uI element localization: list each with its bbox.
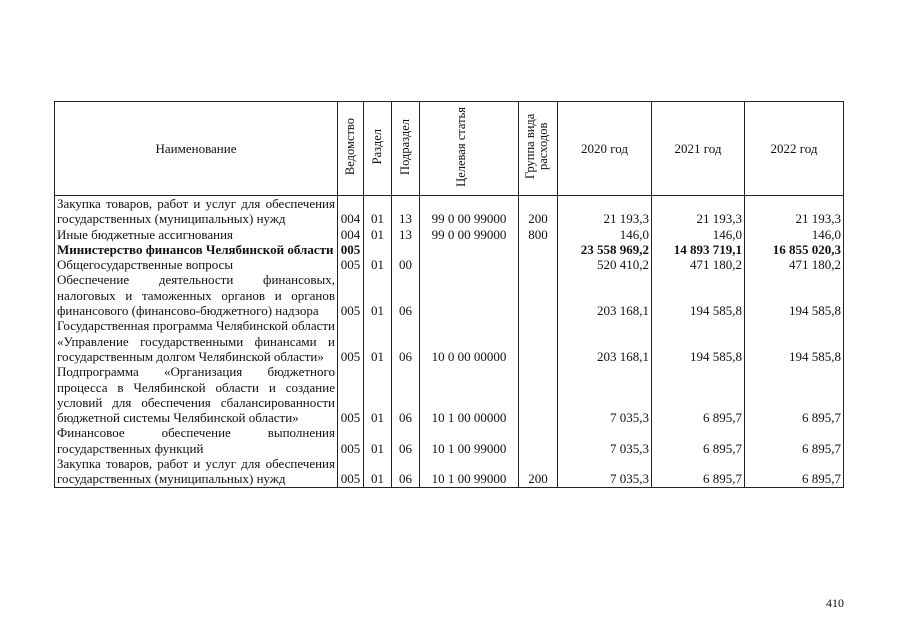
row-vedomstvo: 005 <box>338 364 364 425</box>
header-vedomstvo-text: Ведомство <box>343 117 357 176</box>
row-name: Закупка товаров, работ и услуг для обеспечения государственных (муниципальных) нужд <box>55 196 338 227</box>
header-2021 <box>652 102 745 196</box>
header-2020 <box>558 102 652 196</box>
row-value-2021: 21 193,3 <box>652 196 745 227</box>
table-row <box>55 425 844 456</box>
row-podrazdel: 06 <box>392 425 420 456</box>
table-row <box>55 456 844 487</box>
page-number: 410 <box>826 596 844 610</box>
header-gruppa-text: Группа вида расходов <box>523 113 550 180</box>
row-value-2020: 21 193,3 <box>558 196 652 227</box>
row-gruppa: 200 <box>519 196 558 227</box>
table-row <box>55 196 844 227</box>
row-value-2020: 7 035,3 <box>558 425 652 456</box>
row-value-2021: 194 585,8 <box>652 318 745 364</box>
row-celevaya-statya: 99 0 00 99000 <box>420 227 519 242</box>
row-value-2021: 6 895,7 <box>652 364 745 425</box>
row-value-2021: 471 180,2 <box>652 257 745 272</box>
table-row <box>55 242 844 257</box>
header-name <box>55 102 338 196</box>
header-podrazdel-text: Подраздел <box>398 118 412 175</box>
row-value-2021: 146,0 <box>652 227 745 242</box>
row-vedomstvo: 005 <box>338 318 364 364</box>
row-value-2022: 194 585,8 <box>745 318 844 364</box>
header-celevaya-statya <box>420 102 519 196</box>
row-razdel: 01 <box>364 364 392 425</box>
row-gruppa: 800 <box>519 227 558 242</box>
row-value-2022: 6 895,7 <box>745 425 844 456</box>
header-name-text: Наименование <box>155 140 237 156</box>
row-name: Общегосударственные вопросы <box>55 257 338 272</box>
row-celevaya-statya: 10 0 00 00000 <box>420 318 519 364</box>
row-gruppa <box>519 364 558 425</box>
row-celevaya-statya: 10 1 00 00000 <box>420 364 519 425</box>
row-celevaya-statya: 10 1 00 99000 <box>420 456 519 487</box>
row-vedomstvo: 005 <box>338 242 364 257</box>
header-celevaya-text: Целевая статья <box>454 106 468 187</box>
row-podrazdel: 13 <box>392 196 420 227</box>
row-value-2022: 6 895,7 <box>745 456 844 487</box>
row-gruppa: 200 <box>519 456 558 487</box>
row-razdel: 01 <box>364 425 392 456</box>
row-value-2020: 203 168,1 <box>558 272 652 318</box>
row-celevaya-statya <box>420 242 519 257</box>
row-value-2022: 471 180,2 <box>745 257 844 272</box>
row-value-2020: 7 035,3 <box>558 456 652 487</box>
row-razdel: 01 <box>364 257 392 272</box>
row-vedomstvo: 005 <box>338 272 364 318</box>
row-name: Закупка товаров, работ и услуг для обеспечения государственных (муниципальных) нужд <box>55 456 338 487</box>
row-value-2022: 6 895,7 <box>745 364 844 425</box>
row-value-2022: 194 585,8 <box>745 272 844 318</box>
row-gruppa <box>519 425 558 456</box>
header-podrazdel <box>392 102 420 196</box>
row-podrazdel: 06 <box>392 318 420 364</box>
row-razdel: 01 <box>364 196 392 227</box>
row-name: Иные бюджетные ассигнования <box>55 227 338 242</box>
header-2021-text: 2021 год <box>674 140 722 156</box>
row-name: Финансовое обеспечение выполнения государственных функций <box>55 425 338 456</box>
row-value-2021: 6 895,7 <box>652 456 745 487</box>
row-value-2021: 194 585,8 <box>652 272 745 318</box>
table-row <box>55 318 844 364</box>
table-header-row <box>55 102 844 196</box>
row-gruppa <box>519 318 558 364</box>
header-2022 <box>745 102 844 196</box>
row-value-2020: 7 035,3 <box>558 364 652 425</box>
row-razdel: 01 <box>364 227 392 242</box>
row-razdel: 01 <box>364 272 392 318</box>
row-value-2022: 146,0 <box>745 227 844 242</box>
row-podrazdel <box>392 242 420 257</box>
table-row <box>55 257 844 272</box>
table-row <box>55 227 844 242</box>
row-value-2020: 146,0 <box>558 227 652 242</box>
row-value-2020: 203 168,1 <box>558 318 652 364</box>
row-celevaya-statya: 99 0 00 99000 <box>420 196 519 227</box>
row-vedomstvo: 004 <box>338 196 364 227</box>
row-podrazdel: 06 <box>392 272 420 318</box>
row-razdel: 01 <box>364 318 392 364</box>
row-value-2021: 14 893 719,1 <box>652 242 745 257</box>
row-gruppa <box>519 242 558 257</box>
row-name: Обеспечение деятельности финансовых, налоговых и таможенных органов и органов финансового (финансово-бюджетного) надзора <box>55 272 338 318</box>
table-row <box>55 364 844 425</box>
row-name: Подпрограмма «Организация бюджетного процесса в Челябинской области и создание условий для обеспечения сбалансированности бюджетной системы Челябинской области» <box>55 364 338 425</box>
row-name: Государственная программа Челябинской области «Управление государственными финансами и государственным долгом Челябинской области» <box>55 318 338 364</box>
header-vedomstvo <box>338 102 364 196</box>
header-razdel-text: Раздел <box>370 128 384 165</box>
row-celevaya-statya <box>420 257 519 272</box>
header-2020-text: 2020 год <box>581 140 628 156</box>
row-celevaya-statya <box>420 272 519 318</box>
row-podrazdel: 00 <box>392 257 420 272</box>
row-gruppa <box>519 257 558 272</box>
row-podrazdel: 06 <box>392 364 420 425</box>
row-celevaya-statya: 10 1 00 99000 <box>420 425 519 456</box>
table-row <box>55 272 844 318</box>
row-value-2021: 6 895,7 <box>652 425 745 456</box>
header-razdel <box>364 102 392 196</box>
row-vedomstvo: 005 <box>338 456 364 487</box>
table-body <box>55 196 844 488</box>
row-vedomstvo: 005 <box>338 257 364 272</box>
row-razdel: 01 <box>364 456 392 487</box>
row-podrazdel: 06 <box>392 456 420 487</box>
row-vedomstvo: 004 <box>338 227 364 242</box>
row-value-2022: 16 855 020,3 <box>745 242 844 257</box>
row-value-2020: 23 558 969,2 <box>558 242 652 257</box>
row-gruppa <box>519 272 558 318</box>
row-name: Министерство финансов Челябинской области <box>55 242 338 257</box>
row-value-2022: 21 193,3 <box>745 196 844 227</box>
row-razdel <box>364 242 392 257</box>
header-2022-text: 2022 год <box>770 140 818 156</box>
header-gruppa-vida-rashodov <box>519 102 558 196</box>
row-podrazdel: 13 <box>392 227 420 242</box>
row-value-2020: 520 410,2 <box>558 257 652 272</box>
row-vedomstvo: 005 <box>338 425 364 456</box>
budget-table <box>54 101 844 488</box>
